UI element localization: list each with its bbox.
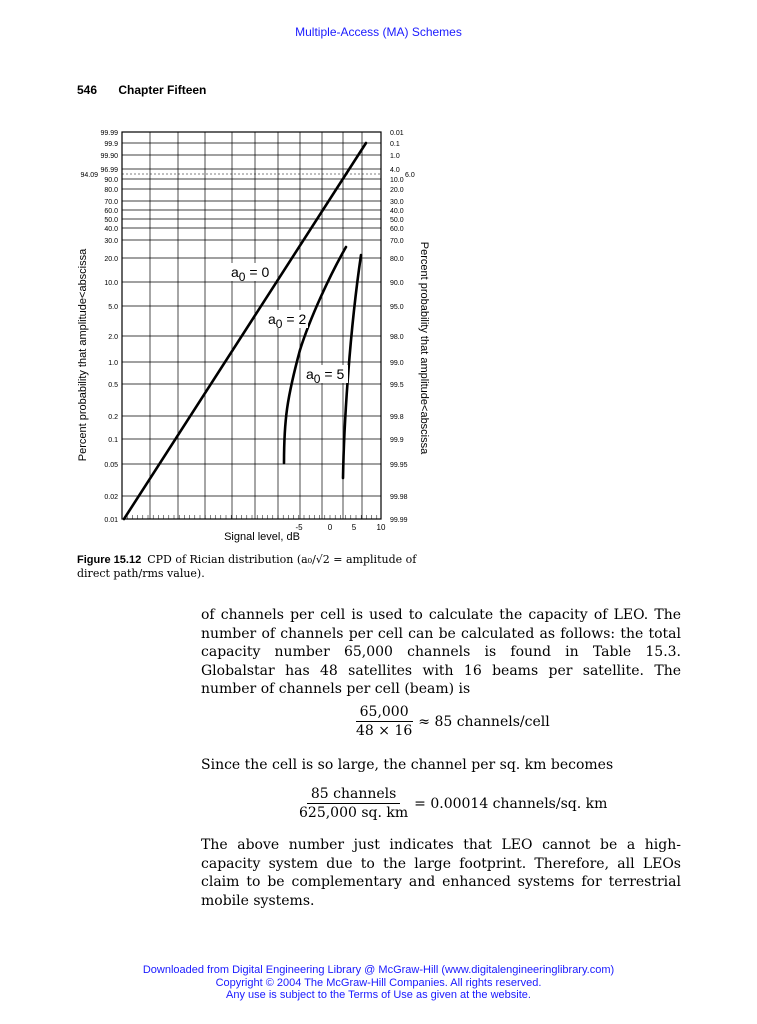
eq2-denominator: 625,000 sq. km [299,805,409,821]
series-label: a0 = 5 [306,366,345,386]
y-tick-right: 20.0 [390,187,404,194]
eq1-denominator: 48 × 16 [356,723,413,739]
footer-line-3: Any use is subject to the Terms of Use as given at the website. [226,989,531,1001]
y-axis-label-left: Percent probability that amplitude<abscissa [77,248,89,462]
y-tick-right: 4.0 [390,167,400,174]
y-tick-left: 50.0 [104,217,118,224]
y-tick-left: 0.1 [108,437,118,444]
equation-channels-per-km [295,786,607,821]
fraction [295,786,412,821]
y-tick-left: 80.0 [104,187,118,194]
y-tick-left: 70.0 [104,199,118,206]
footer-line-2: Copyright © 2004 The McGraw-Hill Companies. All rights reserved. [215,976,542,989]
y-tick-right: 99.0 [390,360,404,367]
y-tick-right: 80.0 [390,256,404,263]
footer-line-1: Downloaded from Digital Engineering Library @ McGraw-Hill (www.digitalengineeringlibrary.com) [142,964,615,976]
series-label: a0 = 2 [268,311,307,331]
paragraph-3: The above number just indicates that LEO cannot be a high-capacity system due to the large footprint. Therefore, all LEOs claim to be complementary and enhanced systems for terrestrial mobile systems. [201,837,681,909]
y-tick-right: 60.0 [390,226,404,233]
y-tick-right: 1.0 [390,153,400,160]
y-tick-right: 99.8 [390,414,404,421]
y-tick-right: 0.1 [390,141,400,148]
curve-series-1 [284,247,346,463]
y-tick-left: 60.0 [104,208,118,215]
footer [0,964,757,1002]
y-tick-left: 2.0 [108,334,118,341]
x-axis-label: Signal level, dB [224,531,300,543]
figure-caption [77,553,447,580]
y-tick-right: 40.0 [390,208,404,215]
y-tick-left: 30.0 [104,238,118,245]
y-tick-right: 98.0 [390,334,404,341]
page-heading [77,83,224,97]
eq1-numerator: 65,000 [356,704,413,722]
cpd-chart [0,120,757,545]
eq1-result: ≈ 85 channels/cell [418,713,550,730]
marker-right: 6.0 [405,172,415,179]
y-tick-left: 99.99 [100,130,118,137]
y-tick-left: 0.01 [104,517,118,524]
y-tick-left: 0.02 [104,494,118,501]
x-tick: 10 [376,523,386,532]
y-tick-right: 0.01 [390,130,404,137]
paragraph-2: Since the cell is so large, the channel per sq. km becomes [201,757,614,773]
chapter-title: Chapter Fifteen [118,83,207,97]
chart-curves [124,143,366,519]
marker-left: 94.09 [80,172,98,179]
series-label: a0 = 0 [231,264,270,284]
fraction [352,704,416,739]
y-axis-label-right: Percent probability that amplitude<abscissa [418,241,430,455]
y-tick-right: 70.0 [390,238,404,245]
x-tick: 5 [351,523,357,532]
y-tick-left: 99.9 [104,141,118,148]
y-tick-left: 0.2 [108,414,118,421]
equation-channels-per-cell [352,704,550,739]
curve-series-0 [124,143,366,519]
figure-label: Figure 15.12 [77,554,142,566]
eq2-result: = 0.00014 channels/sq. km [414,795,608,812]
y-tick-left: 1.0 [108,360,118,367]
y-tick-right: 99.95 [390,462,408,469]
y-tick-right: 99.98 [390,494,408,501]
y-tick-right: 30.0 [390,199,404,206]
paragraph-1: of channels per cell is used to calculate the capacity of LEO. The number of channels per cell can be calculated as follows: the total capacity number 65,000 channels is found in Table 15.3. Globalstar has 48 satellites with 16 beams per satellite. The number of channels per cell (beam) is [201,607,681,697]
chart-ticks [80,130,414,532]
y-tick-left: 10.0 [104,280,118,287]
y-tick-right: 99.5 [390,382,404,389]
y-tick-right: 50.0 [390,217,404,224]
x-tick: 0 [327,523,333,532]
y-tick-right: 99.99 [390,517,408,524]
y-tick-left: 20.0 [104,256,118,263]
page-number: 546 [77,83,98,97]
y-tick-left: 5.0 [108,304,118,311]
chart-labels [77,242,430,543]
running-header: Multiple-Access (MA) Schemes [295,25,462,39]
y-tick-left: 99.90 [100,153,118,160]
y-tick-left: 40.0 [104,226,118,233]
y-tick-left: 96.99 [100,167,118,174]
y-tick-left: 90.0 [104,177,118,184]
y-tick-right: 10.0 [390,177,404,184]
x-tick: -5 [295,523,303,532]
y-tick-right: 90.0 [390,280,404,287]
figure-caption-text: CPD of Rician distribution (a₀/√2 = amplitude of direct path/rms value). [77,553,417,580]
y-tick-right: 95.0 [390,304,404,311]
y-tick-right: 99.9 [390,437,404,444]
eq2-numerator: 85 channels [307,786,400,804]
y-tick-left: 0.5 [108,382,118,389]
y-tick-left: 0.05 [104,462,118,469]
